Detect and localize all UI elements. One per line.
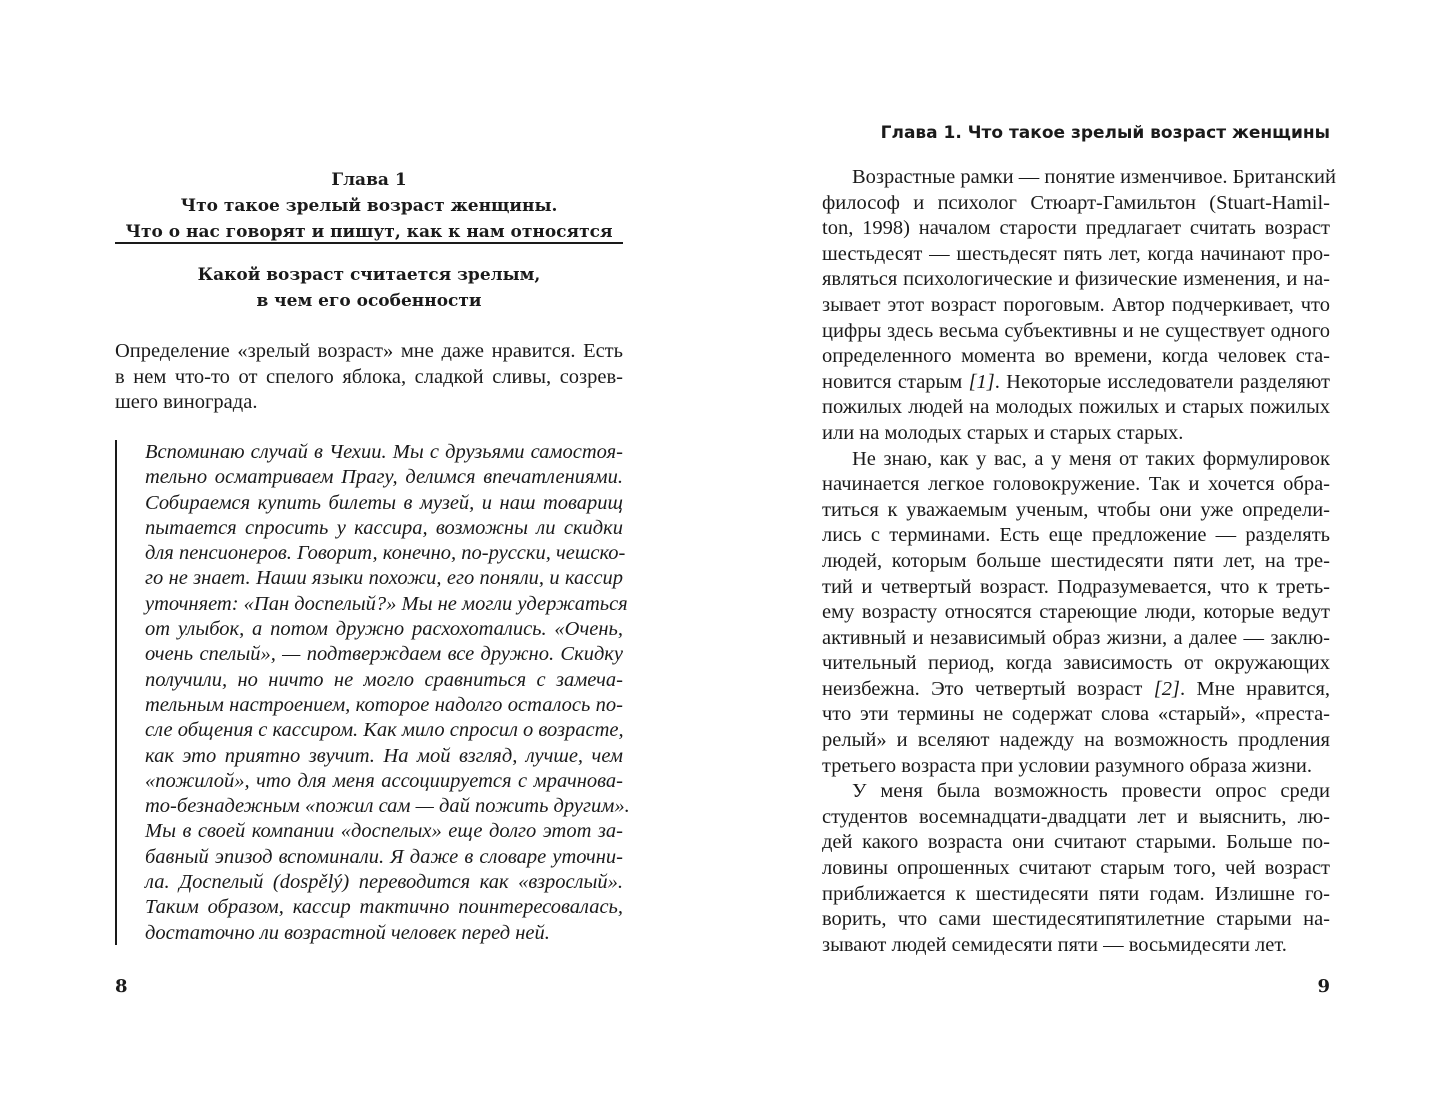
section-heading-line: в чем его особенности [256, 291, 482, 311]
text-line: или на молодых старых и старых старых. [822, 421, 1184, 444]
text-line: ворить, что сами шестидесятипятилетние старыми на- [822, 908, 1330, 931]
text-line: тий и четвертый возраст. Подразумевается, что к треть- [822, 575, 1330, 598]
text-line: третьего возраста при условии разумного образа жизни. [822, 754, 1313, 777]
text-line: дей какого возраста они считают старыми. Больше по- [822, 831, 1330, 854]
chapter-heading [115, 167, 623, 245]
quote-line: бавный эпизод вспоминали. Я даже в словаре уточни- [145, 845, 623, 868]
quote-paragraph [145, 440, 630, 946]
text-line: шестьдесят — шестьдесят пять лет, когда начинают про- [822, 242, 1330, 265]
text-line: неизбежна. Это четвертый возраст [2]. Мне нравится, [822, 677, 1330, 700]
right-page [722, 0, 1445, 1096]
text-line: новится старым [1]. Некоторые исследователи разделяют [822, 370, 1330, 393]
body-text [822, 165, 1336, 958]
text-line: философ и психолог Стюарт-Гамильтон (Stuart-Hamil- [822, 191, 1330, 214]
chapter-heading-line: Что о нас говорят и пишут, как к нам относятся [125, 222, 613, 242]
quote-line: го не знает. Наши языки похожи, его поняли, и кассир [145, 567, 623, 590]
section-heading-line: Какой возраст считается зрелым, [197, 265, 541, 285]
quote-line: «пожилой», что для меня ассоциируется с мрачнова- [145, 769, 623, 792]
text-line: зывает этот возраст пороговым. Автор подчеркивает, что [822, 293, 1330, 316]
running-head: Глава 1. Что такое зрелый возраст женщины [880, 123, 1330, 143]
text-line: пожилых людей на молодых пожилых и старых пожилых [822, 396, 1330, 419]
text-line: титься к уважаемым ученым, чтобы они уже определи- [822, 498, 1330, 521]
quote-line: сле общения с кассиром. Как мило спросил о возрасте, [145, 719, 624, 742]
quote-line: достаточно ли возрастной человек перед ней. [145, 921, 550, 944]
quote-line: Таким образом, кассир тактично поинтересовалась, [145, 896, 623, 919]
left-page [0, 0, 722, 1096]
chapter-divider [115, 242, 623, 244]
text-line: начинается легкое головокружение. Так и хочется обра- [822, 473, 1330, 496]
text-line: в нем что-то от спелого яблока, сладкой сливы, созрев- [115, 365, 623, 388]
citation-ref: [1] [968, 370, 995, 393]
quote-line: тельно осматриваем Прагу, делимся впечатлениями. [145, 466, 623, 489]
citation-ref: [2] [1153, 677, 1180, 700]
quote-line: получили, но ничто не могло сравниться с замеча- [145, 668, 623, 691]
quote-bar [115, 440, 117, 945]
text-line: ловины опрошенных считают старым того, чей возраст [822, 857, 1330, 880]
quote-line: от улыбок, а потом дружно расхохотались. «Очень, [145, 618, 623, 641]
chapter-heading-line: Глава 1 [331, 170, 407, 190]
quote-line: для пенсионеров. Говорит, конечно, по-русски, чешско- [145, 542, 626, 565]
quote-line: пытается спросить у кассира, возможны ли скидки [145, 516, 623, 539]
quote-line: ла. Доспелый (dospělý) переводится как «взрослый». [145, 871, 623, 894]
text-line: людей, которым больше шестидесяти пяти лет, на тре- [822, 549, 1330, 572]
page-number: 9 [1317, 976, 1330, 997]
text-line: Возрастные рамки — понятие изменчивое. Британский [852, 166, 1336, 188]
quote-line: как это приятно звучит. На мой взгляд, лучше, чем [145, 744, 623, 767]
text-line: студентов восемнадцати-двадцати лет и выяснить, лю- [822, 805, 1330, 828]
text-line: лись с терминами. Есть еще предложение — разделять [822, 524, 1330, 547]
text-line: Не знаю, как у вас, а у меня от таких формулировок [852, 447, 1330, 470]
quote-line: тельным настроением, которое надолго осталось по- [145, 693, 623, 716]
text-line: ton, 1998) началом старости предлагает считать возраст [822, 217, 1330, 240]
quote-line: очень спелый», — подтверждаем все дружно. Скидку [145, 643, 623, 666]
section-heading [115, 262, 623, 314]
text-line: ему возрасту относятся стареющие люди, которые ведут [822, 601, 1330, 624]
quote-line: Вспоминаю случай в Чехии. Мы с друзьями самостоя- [145, 441, 623, 463]
text-line: приближается к шестидесяти пяти годам. Излишне го- [822, 882, 1330, 905]
chapter-heading-line: Что такое зрелый возраст женщины. [180, 196, 558, 216]
text-line: шего винограда. [115, 391, 258, 413]
text-line: чительный период, когда зависимость от окружающих [822, 652, 1330, 675]
page-number: 8 [115, 976, 128, 997]
text-line: релый» и вселяют надежду на возможность продления [822, 729, 1330, 752]
quote-line: уточняет: «Пан доспелый?» Мы не могли удержаться [145, 592, 628, 615]
text-line: цифры здесь весьма субъективны и не существует одного [822, 319, 1330, 342]
quote-line: Мы в своей компании «доспелых» еще долго этот за- [145, 820, 623, 843]
text-line: зывают людей семидесяти пяти — восьмидесяти лет. [822, 933, 1287, 956]
text-line: что эти термины не содержат слова «старый», «преста- [822, 703, 1330, 726]
text-line: являться психологические и физические изменения, и на- [822, 268, 1330, 291]
text-line: определенного момента во времени, когда человек ста- [822, 345, 1330, 368]
text-line: активный и независимый образ жизни, а далее — заклю- [822, 626, 1330, 649]
text-line: У меня была возможность провести опрос среди [852, 780, 1330, 803]
quote-line: Собираемся купить билеты в музей, и наш товарищ [145, 491, 623, 514]
intro-paragraph [115, 339, 623, 416]
text-line: Определение «зрелый возраст» мне даже нравится. Есть [115, 340, 623, 362]
quote-line: то-безнадежным «пожил сам — дай пожить другим». [145, 795, 630, 818]
